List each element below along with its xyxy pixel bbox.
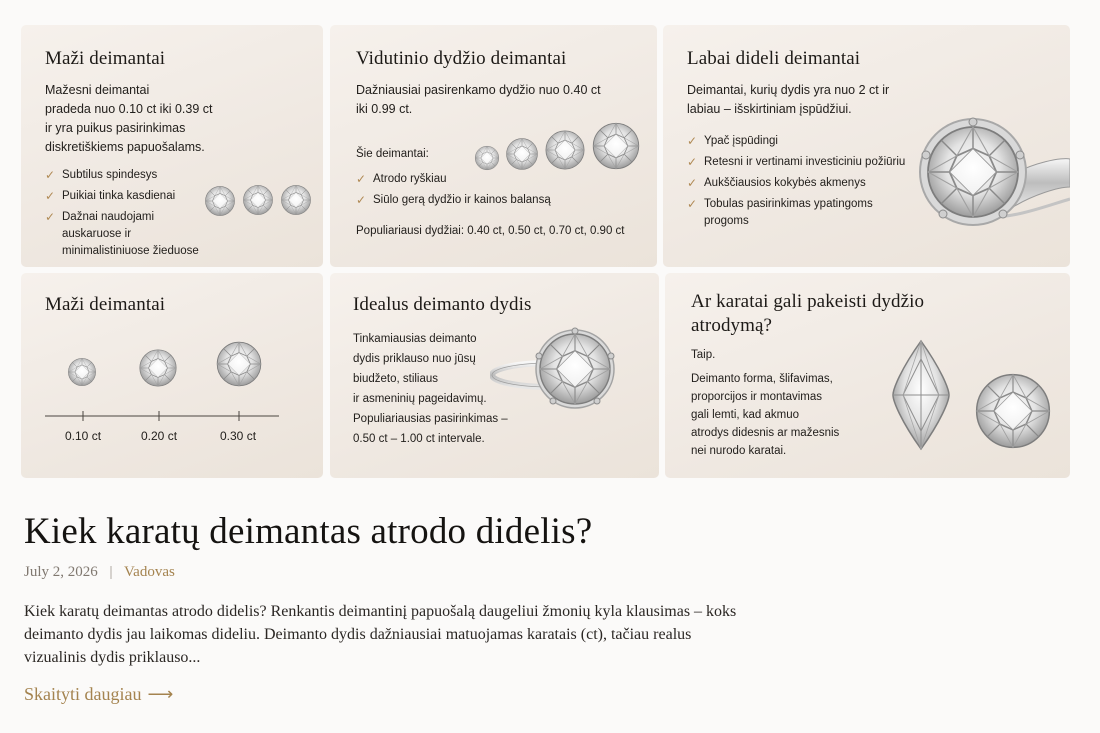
- list-item: ✓ Ypač įspūdingi: [687, 134, 778, 148]
- size-scale-axis: [45, 409, 281, 423]
- card-ideal-size: [330, 273, 659, 478]
- diamond-icon: [280, 184, 312, 216]
- card-title: Maži deimantai: [45, 48, 166, 69]
- card-title: Labai dideli deimantai: [687, 48, 861, 69]
- check-icon: ✓: [356, 193, 367, 207]
- check-icon: ✓: [356, 172, 367, 186]
- diamond-icon: [242, 184, 274, 216]
- check-icon: ✓: [45, 189, 56, 203]
- ring-icon: [490, 325, 659, 425]
- card-carats-appearance: [665, 273, 1070, 478]
- card-title: Ar karatai gali pakeisti dydžio atrodymą?: [691, 291, 925, 336]
- card-title: Idealus deimanto dydis: [353, 294, 532, 315]
- card-text: Deimanto forma, šlifavimas, proporcijos ir montavimas gali lemti, kad akmuo atrodys didesnis ar mažesnis nei nurodo karatai.: [691, 373, 840, 457]
- list-item: ✓ Retesni ir vertinami investiciniu požiūriu: [687, 155, 906, 169]
- card-answer: Taip.: [691, 349, 716, 361]
- scale-label: 0.30 ct: [220, 429, 257, 443]
- card-title: Vidutinio dydžio deimantai: [356, 48, 567, 69]
- popular-sizes: Populiariausi dydžiai: 0.40 ct, 0.50 ct, 0.70 ct, 0.90 ct: [356, 225, 625, 237]
- check-icon: ✓: [687, 197, 698, 211]
- post-excerpt: Kiek karatų deimantas atrodo didelis? Renkantis deimantinį papuošalą daugeliui žmonių kyla klausimas – koks deimanto dydis jau laikomas dideliu. Deimanto dydis dažniausiai matuojamas karatais (ct), tačiau realus vizualinis dydis priklauso...: [24, 603, 737, 666]
- diamond-icon: [67, 357, 97, 387]
- arrow-right-icon: ⟶: [147, 684, 174, 704]
- read-more-link[interactable]: [24, 684, 173, 705]
- check-icon: ✓: [687, 155, 698, 169]
- diamond-icon: [138, 348, 178, 388]
- diamond-icon: [204, 185, 236, 217]
- diamond-icon: [591, 121, 641, 171]
- meta-separator: |: [109, 564, 113, 580]
- marquise-diamond-icon: [891, 339, 951, 451]
- check-icon: ✓: [687, 176, 698, 190]
- list-item: ✓ Puikiai tinka kasdienai: [45, 189, 176, 203]
- diamond-icon: [215, 340, 263, 388]
- card-text: Mažesni deimantai pradeda nuo 0.10 ct iki 0.39 ct ir yra puikus pasirinkimas diskretiškiems papuošalams.: [45, 83, 213, 154]
- read-more-label: Skaityti daugiau: [24, 684, 142, 704]
- scale-label: 0.10 ct: [65, 429, 102, 443]
- post-meta: [24, 564, 175, 581]
- list-item: ✓ Tobulas pasirinkimas ypatingoms progoms: [687, 197, 873, 227]
- list-item: ✓ Siūlo gerą dydžio ir kainos balansą: [356, 193, 551, 207]
- list-item: ✓ Atrodo ryškiau: [356, 172, 447, 186]
- check-icon: ✓: [45, 210, 56, 224]
- card-medium-diamonds: [330, 25, 657, 267]
- card-small-diamonds-scale: [21, 273, 323, 478]
- card-large-diamonds: [663, 25, 1070, 267]
- diamond-icon: [544, 129, 586, 171]
- post-author[interactable]: Vadovas: [124, 564, 175, 580]
- ring-icon: [913, 107, 1070, 237]
- list-item: ✓ Aukščiausios kokybės akmenys: [687, 176, 866, 190]
- card-small-diamonds: [21, 25, 323, 267]
- check-icon: ✓: [687, 134, 698, 148]
- card-text: Deimantai, kurių dydis yra nuo 2 ct ir labiau – išskirtiniam įspūdžiui.: [687, 83, 890, 116]
- feature-list: [356, 171, 596, 213]
- post-date: July 2, 2026: [24, 564, 98, 580]
- feature-list: [45, 167, 220, 264]
- list-item: ✓ Dažnai naudojami auskaruose ir minimalistiniuose žieduose: [45, 210, 199, 257]
- card-subheading: Šie deimantai:: [356, 148, 429, 160]
- card-title: Maži deimantai: [45, 294, 166, 315]
- diamond-icon: [474, 145, 500, 171]
- scale-label: 0.20 ct: [141, 429, 178, 443]
- card-text: Tinkamiausias deimanto dydis priklauso nuo jūsų biudžeto, stiliaus ir asmeninių pageidavimų. Populiariausias pasirinkimas – 0.50 ct – 1.00 ct intervale.: [353, 333, 508, 445]
- card-text: Dažniausiai pasirenkamo dydžio nuo 0.40 ct iki 0.99 ct.: [356, 83, 601, 116]
- check-icon: ✓: [45, 168, 56, 182]
- list-item: ✓ Subtilus spindesys: [45, 168, 158, 182]
- post-title[interactable]: Kiek karatų deimantas atrodo didelis?: [24, 511, 593, 552]
- feature-list: [687, 133, 927, 234]
- diamond-icon: [505, 137, 539, 171]
- diamond-icon: [973, 371, 1053, 451]
